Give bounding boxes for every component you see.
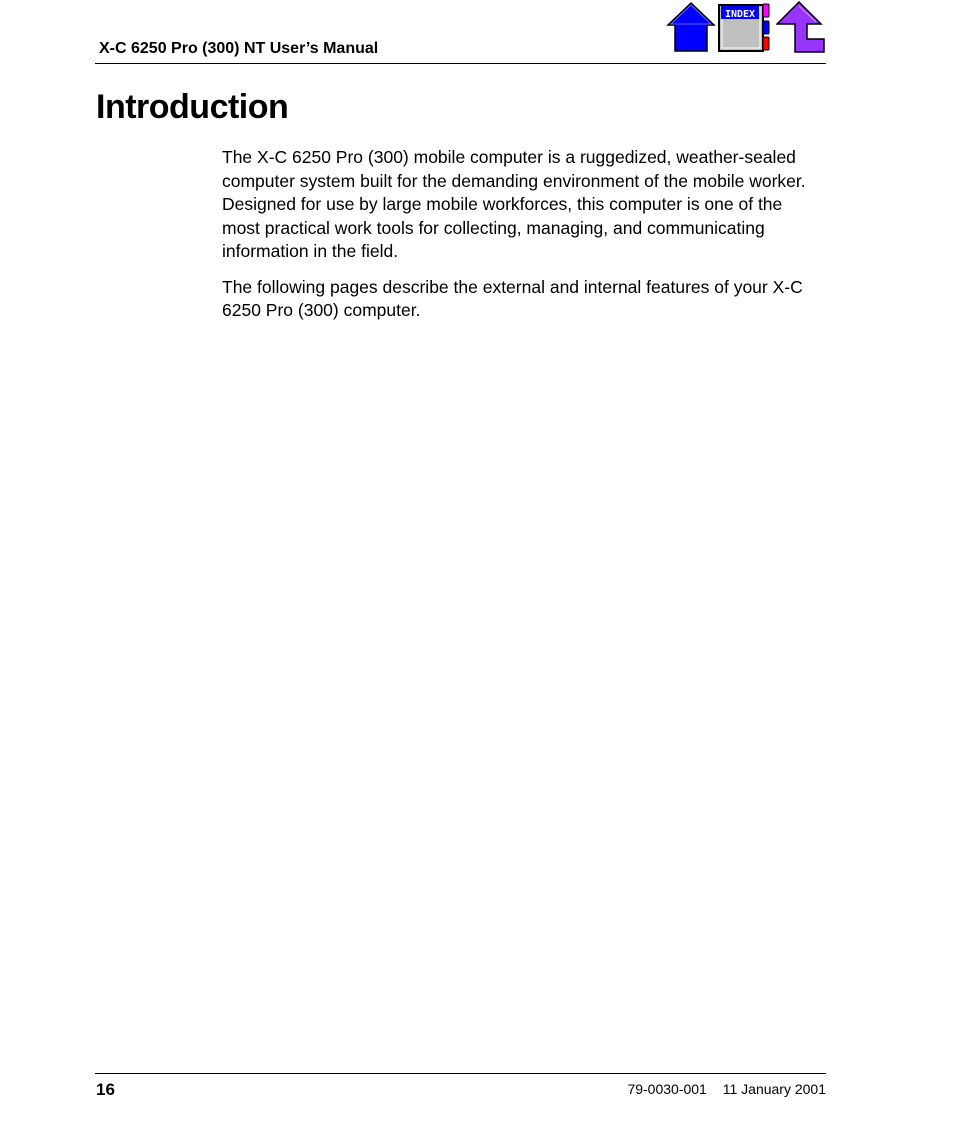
index-button[interactable]	[718, 1, 772, 53]
footer-rule	[95, 1073, 826, 1074]
intro-paragraph: The X-C 6250 Pro (300) mobile computer is a ruggedized, weather-sealed computer system built for the demanding environment of the mobile worker. Designed for use by large mobile workforces, this computer is one of the most practical work tools for collecting, managing, and communicating information in the field.	[222, 147, 806, 261]
publication-date: 11 January 2001	[722, 1081, 826, 1097]
page-number: 16	[96, 1080, 115, 1099]
footer-reference	[627, 1081, 826, 1097]
back-button[interactable]	[776, 1, 826, 55]
features-paragraph: The following pages describe the external and internal features of your X-C 6250 Pro (300) computer.	[222, 276, 803, 320]
home-button[interactable]	[666, 1, 716, 53]
navigation-toolbar	[666, 1, 828, 55]
back-arrow-icon	[776, 1, 826, 55]
header-rule	[95, 63, 826, 64]
index-icon-label: INDEX	[724, 9, 756, 20]
document-number: 79-0030-001	[627, 1081, 707, 1097]
index-icon	[718, 1, 772, 53]
page-title: Introduction	[96, 88, 289, 126]
home-icon	[666, 1, 716, 53]
body-text	[222, 146, 817, 335]
running-header-title: X-C 6250 Pro (300) NT User’s Manual	[99, 40, 379, 57]
